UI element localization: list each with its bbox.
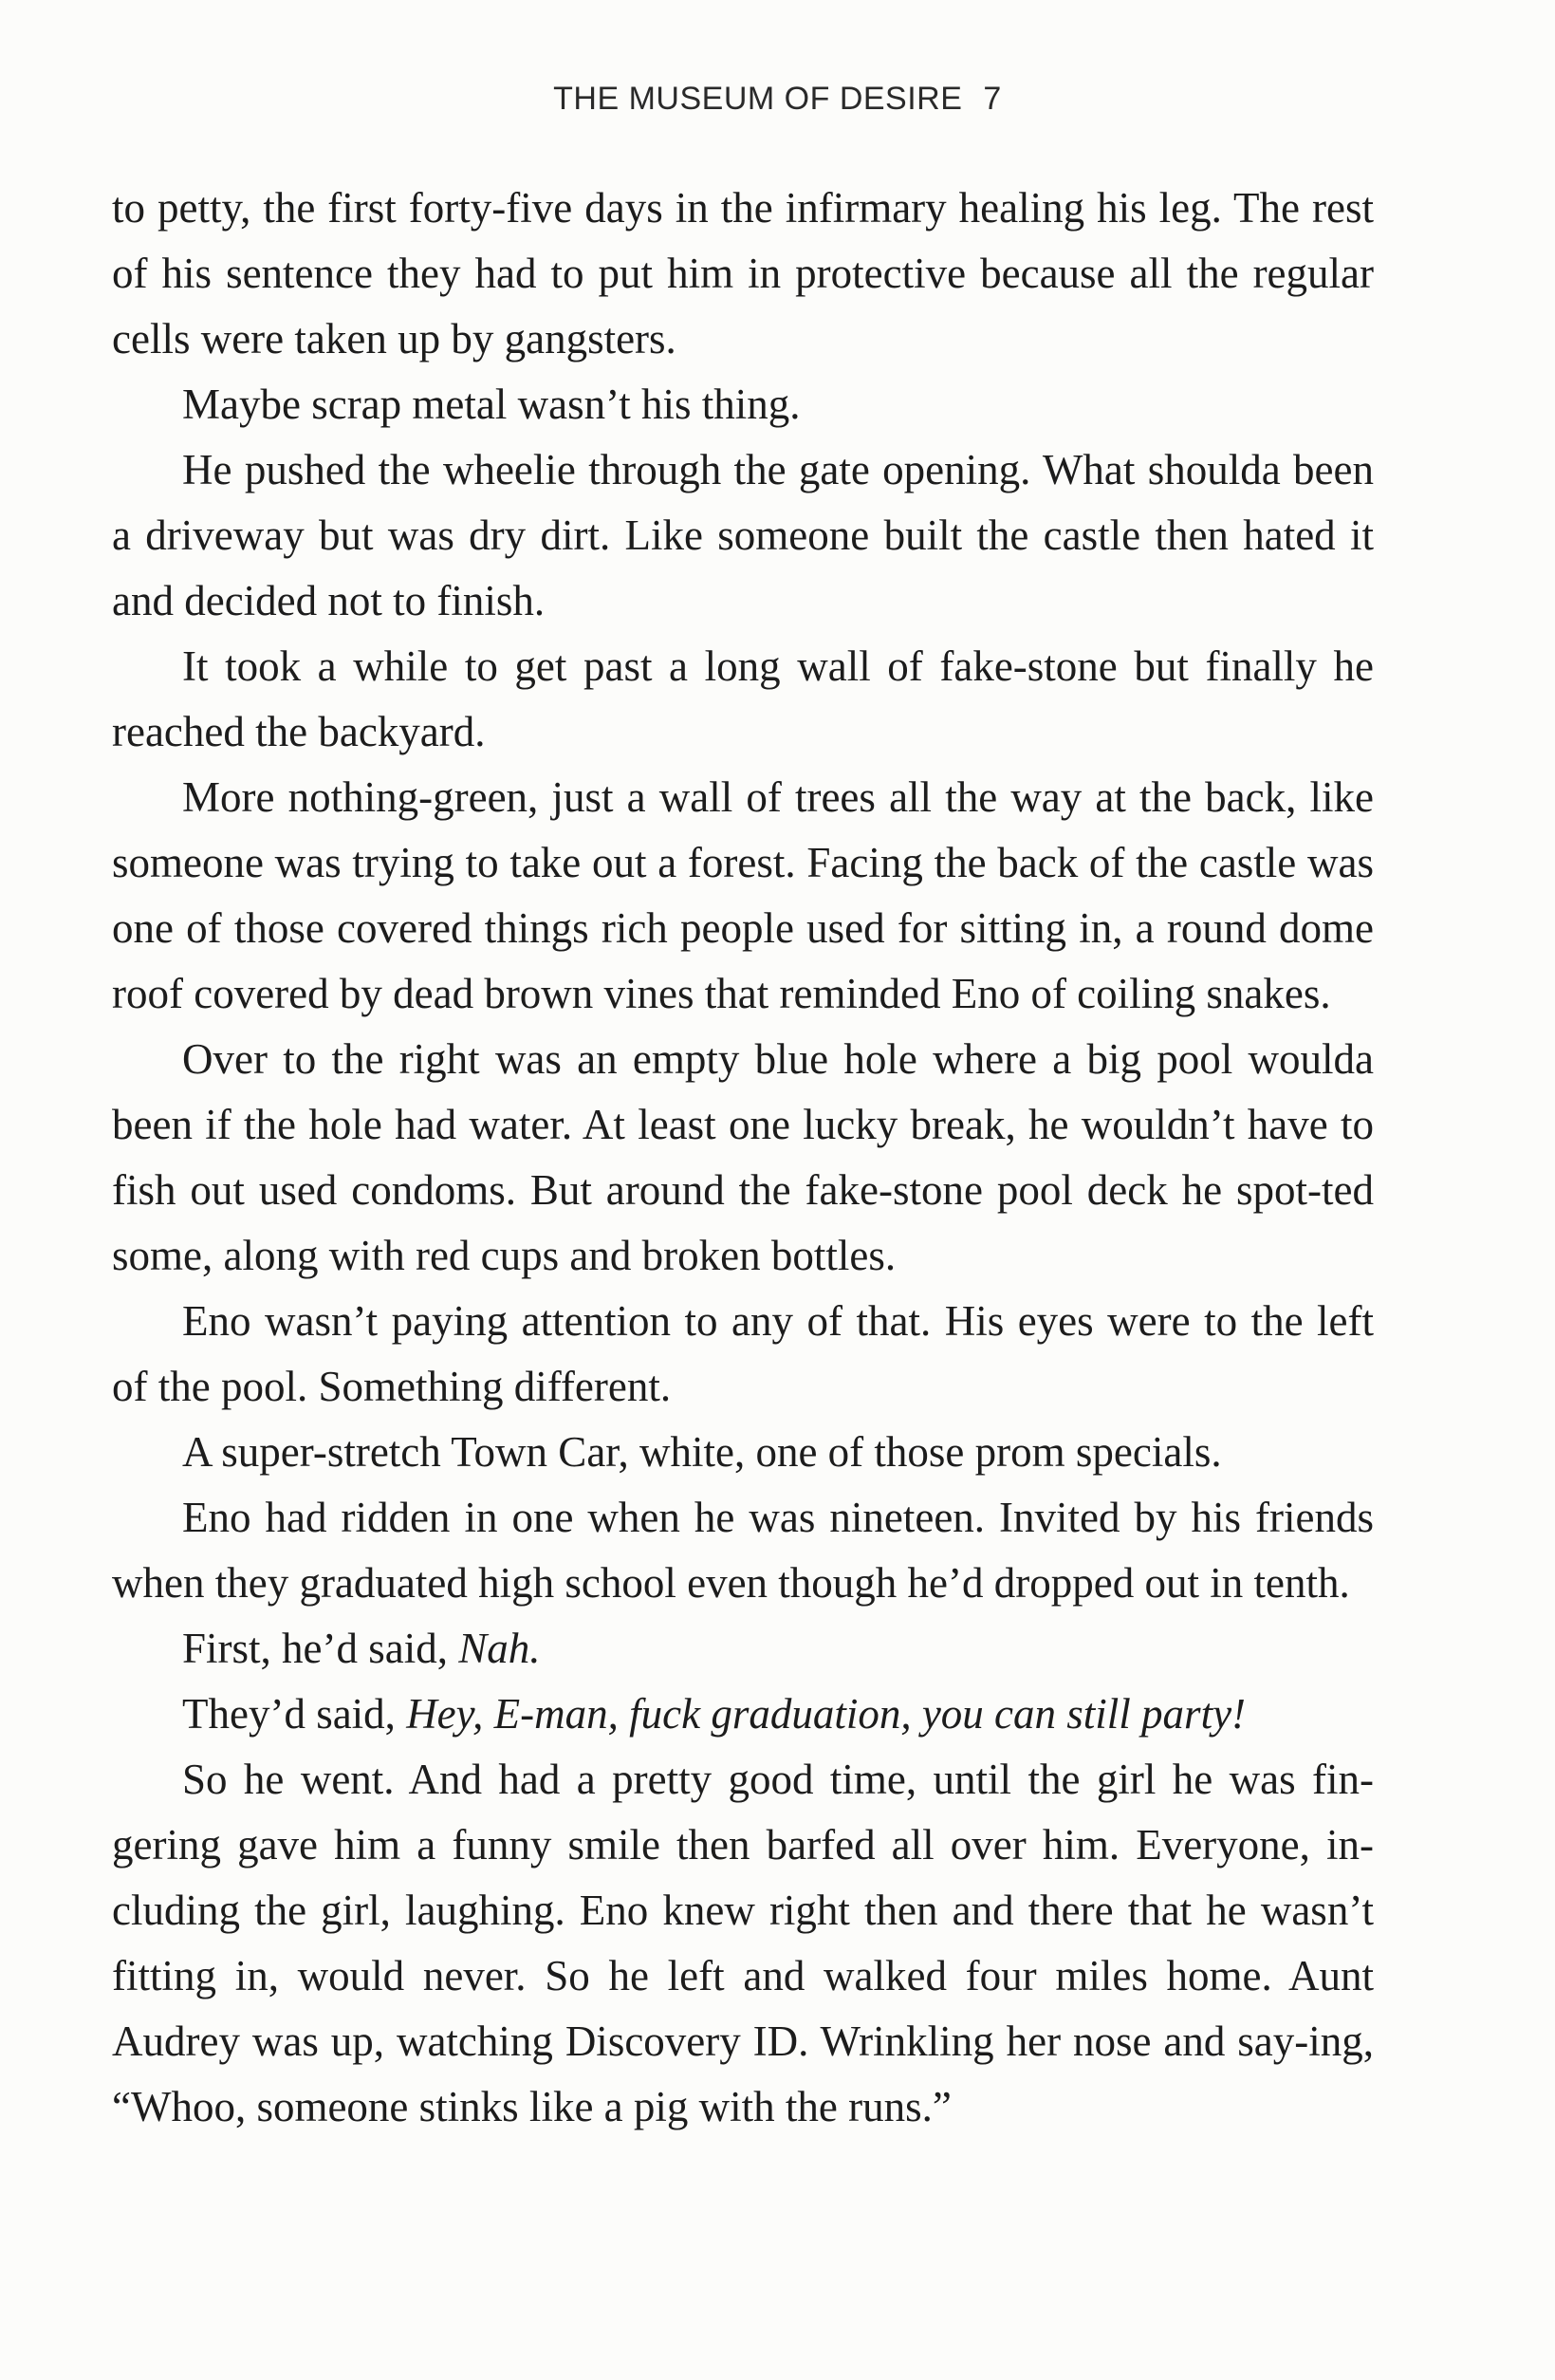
- paragraph-text: They’d said,: [182, 1690, 407, 1738]
- paragraph-text: First, he’d said,: [182, 1625, 459, 1672]
- italic-text: Hey, E-man, fuck graduation, you can still party!: [406, 1690, 1247, 1738]
- paragraph: [112, 1682, 1374, 1747]
- running-header: [0, 81, 1555, 118]
- paragraph: [112, 1616, 1374, 1682]
- page-number: 7: [983, 81, 1002, 117]
- paragraph: Over to the right was an empty blue hole where a big pool woulda been if the hole had water. At least one lucky break, he wouldn’t have to fish out used condoms. But around the fake-stone pool deck he spot-ted some, along with red cups and broken bottles.: [112, 1035, 1374, 1279]
- paragraph: He pushed the wheelie through the gate opening. What shoulda been a driveway but was dry dirt. Like someone built the castle then hated it and decided not to finish.: [112, 446, 1374, 624]
- paragraph: A super-stretch Town Car, white, one of those prom specials.: [182, 1428, 1222, 1476]
- italic-text: Nah.: [458, 1625, 541, 1672]
- paragraph: Maybe scrap metal wasn’t his thing.: [182, 381, 801, 428]
- paragraph: to petty, the first forty-five days in the infirmary healing his leg. The rest of his sentence they had to put him in protective because all the regular cells were taken up by gangsters.: [112, 184, 1374, 363]
- paragraph: Eno wasn’t paying attention to any of that. His eyes were to the left of the pool. Something different.: [112, 1297, 1374, 1410]
- paragraph: Eno had ridden in one when he was nineteen. Invited by his friends when they graduated high school even though he’d dropped out in tenth.: [112, 1494, 1374, 1607]
- book-title: THE MUSEUM OF DESIRE: [553, 81, 963, 117]
- body-text: [112, 176, 1374, 2140]
- paragraph: It took a while to get past a long wall of fake-stone but finally he reached the backyard.: [112, 642, 1374, 755]
- paragraph: More nothing-green, just a wall of trees all the way at the back, like someone was trying to take out a forest. Facing the back of the castle was one of those covered things rich people used for sitting in, a round dome roof covered by dead brown vines that reminded Eno of coiling snakes.: [112, 773, 1374, 1017]
- paragraph: So he went. And had a pretty good time, until the girl he was fin-gering gave him a funny smile then barfed all over him. Everyone, in-cluding the girl, laughing. Eno knew right then and there that he wasn’t fitting in, would never. So he left and walked four miles home. Aunt Audrey was up, watching Discovery ID. Wrinkling her nose and say-ing, “Whoo, someone stinks like a pig with the runs.”: [112, 1756, 1374, 2130]
